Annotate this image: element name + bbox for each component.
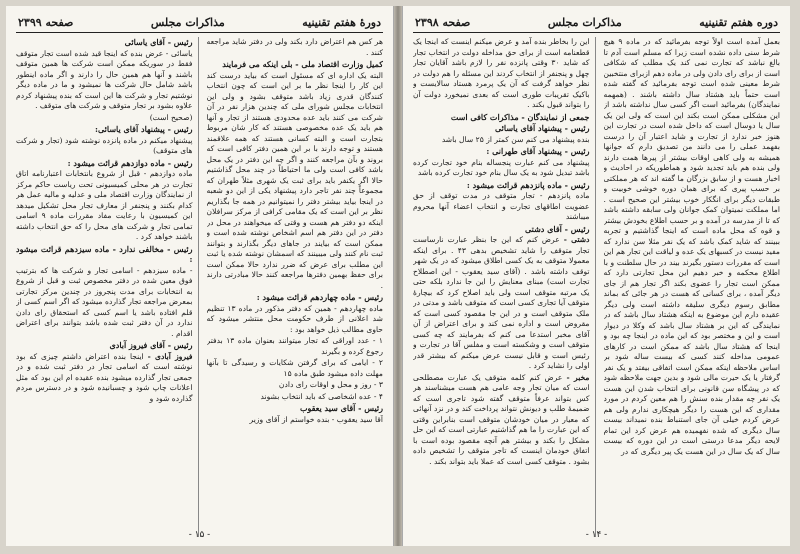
speaker-heading: رئیس - ماده پانزدهم قرائت میشود : (466, 179, 590, 190)
paragraph: این را بخاطر بنده آمد و عرض میکنم اینست که اینجا یک قطعنامه است از برای حق مداخله دولت در انتخاب تجار که شاید ۳۰ وقتی پانزده نفر را لازم باشد آقایان تجار چهل و پنجنفر از انتخاب کردند این مسئله را هم دولت در نظر خواهد گرفت که آن یک پرمرد هستاد سالایست و باکیک تقریبات طوری است که بعدی نمیخورد دولت آن را بتواند قبول بکند . (413, 37, 590, 109)
book-gutter (394, 6, 402, 546)
paragraph: پیشنهاد می کنم عبارت پنجساله بنام خود تجارت کرده باشد تبدیل شود به یک سال بنام خود تجارت کرده باشد (413, 157, 590, 177)
paragraph: بعمل آمده است اولاً توجه بفرمائید که در ماده ۹ هیچ شرط سنی داده نشده است زیرا که مسلم است آدم تا بالغ نباشد که تجارت نمی کند یک مطلب که شکافی است از برای رای دادن ولی در ماده دهم ازبرای منتخبین شرط معینی شده است توجه بفرمائید که گفته شده است حتماً باید هشتاد سال داشته باشند . (همهمه نمایندگان) بفرمائید است اگر کسی سال نداشته باشد از این مشکلی ممکن است بکند این است که ولی این یک سال یا دوسال است که داخل شده است در تجارت این هنوز خبر ندارد از تجارت و شاید اعتبار آن را درست بفهمد عملی را می دانند من تصدیق دارم که جوانها همیشه به ولی کاهی اوقات بیشتر از پیرها همت دارند ولی بنده هم باید تجدید شود و هماطوریکه در احادیث و اخبار هست و از سابق بزرگان ما گفته اند که هر مملکتی بر حسب پیری که برای همان دوره خوشی خوبیت و طبقات دیگر برای انگکار خوب بیشتر این صحیح است . اما مملکت نمیتوان کمک جوانان ولی سابقه داشته باشد که تا از مدرسه در آمده و بر حسب اطلاع بخودش بیشتر و قوه که محل ماده است که اینجا گذاشتیم و تجربه ببینند که شاید کمک باشد که یک نفر مثلا سن ندارد که مفید نیست در کسبهای یک عده و لیاقت این تجار هم این است که مقررات دستور بگیرند بیند در حال سلطنت و با اطلاع محکمه و خبر دهیم این محل تجارتی دارد که ممکن است تجار را عضوی بکند اگر تجار هم از جای دیگر آمده ، برای کسانی که هست در هر جائی که بماند مطابق رسوم دیگری سلیقه داشته است ولی دیگر عقیده دارم این موضوع به اینکه هشتاد سال باشد که در نمایندگی که این بر هشتاد سال باشد که وکلا در دیوار است و این و مختصر بود که این ماده در اینجا چه بود و اینجا که هشتاد سال باشد که ممکن است در کارهای عمومی مداخله کنند کسی که بیست ساله شود بر اساس ملاحظه اینکه ممکن است اتفاقی بیفتد و یک نفر گرفتار یا یک حیرت مالی شود و بدین جهت ملاحظه شود که در پیشگاه سن قانونی برای انتخاب شدن این هست یک نفر چه مقدار بنده سنش را هم معین کردم در مورد مقداری که این هست را دیگر هیچکاری ندارم ولی هم عرض کردم خیلی آن جای استنباط بنده نمیداند بیست سال دیگری که شده نفهمیده هم عرض کرد این تمام لایحه دیگر مدعا درستی است در این دوره که بیست سال که یک سال در این هست یک پیر دیگری که در (603, 37, 780, 456)
page-label: صفحه ۲۳۹۸ (415, 16, 471, 29)
page-label: صفحه ۲۳۹۹ (18, 16, 74, 29)
right-page (402, 6, 790, 546)
paragraph: اینجا بنده اعتراض داشتم چیزی که بود نوشته است که اسامی تجار در دفتر ثبت شده و در جمعی تجار گذارده میشود بنده عقیده ام این بود که مثل اعلانات چاپ شود و چسبانیده شود و در دسترس مردم گذارده شود و (16, 351, 193, 403)
paragraph: (صحیح است) (149, 112, 193, 122)
left-page (6, 6, 394, 546)
paragraph: آقا سید یعقوب - بنده خواستم از آقای وزیر (249, 414, 383, 424)
column-right (604, 37, 781, 537)
column-left (16, 37, 199, 537)
list-item: ۲ - ایامی که برای گرفتن شکایات و رسیدگی تا بآنها مهلت داده میشود طبق ماده ۱۵ (206, 358, 383, 378)
list-item: ۴ - عده اشخاصی که باید انتخاب بشوند (260, 391, 383, 401)
paragraph: ماده پانزدهم - تجار متوقف در مدت توقف از حق عضویت اطاقهای تجارت و انتخاب اعضاء آنها محروم میباشند (413, 191, 590, 221)
left-page-columns (16, 37, 383, 537)
list-item: ۳ - روز و محل و اوقات رای دادن (278, 380, 383, 389)
speaker-heading: رئیس - آقای دشتی (525, 223, 590, 234)
paragraph: پیشنهاد میکنم در ماده پانزده نوشته شود (تجار و شرکت های متوقف) (16, 135, 193, 155)
speaker-name: مخبر - (566, 372, 590, 382)
speaker-heading: رئیس - آقای یاسائی (124, 37, 193, 47)
column-right (207, 37, 384, 537)
paragraph: عرض کنم کلمه متوقف یک عبارت مصطلحی است که میان تجار وجه عامی هم هست میشناسند هر کس بتواند عرفاً متوقف گفته شود تاجری است که ضمیمهٔ طلب و دیونش نتواند پرداخت کند و در نزد آنهائی که معیار در میان خودشان متوقف است بنابراین وقتی که این عبارت را ما هم گذاشتیم عبارتی است که این حل مشکل را بکند و بیشتر هم آنچه مقصود بوده است با اتفاق خودمان اینست که تاجر متوقف را تشخیص داده بشود . متوقف کسی است که عملا باید بتواند بکند . (413, 372, 590, 466)
right-page-columns (413, 37, 780, 537)
speaker-heading: رئیس - ماده چهاردهم قرائت میشود : (256, 292, 383, 302)
journal-volume: دورهٔ هفتم تقنینیه (302, 16, 381, 29)
left-page-header (16, 16, 383, 33)
speaker-name: دشتی - (563, 235, 590, 244)
speaker-heading: کمیل وزارت اقتصاد ملی - بلی اینکه می فرمایند (222, 59, 383, 69)
speaker-name: فیروز آبادی - (147, 351, 193, 361)
right-page-header (413, 16, 780, 33)
paragraph: بنده پیشنهاد می کنم سن کمتر از ۲۵ سال باشد (441, 134, 590, 144)
speaker-heading: رئیس - پیشنهاد آقای طهرانی : (486, 146, 590, 156)
journal-title: مذاکرات مجلس (547, 16, 622, 29)
page-number: - ۱۴ - (585, 530, 608, 540)
speaker-heading: رئیس - ماده دوازدهم قرائت میشود : (67, 157, 193, 168)
column-left (413, 37, 596, 537)
speaker-heading: رئیس - آقای فیروز آبادی (109, 340, 193, 350)
paragraph: - ماده سیزدهم - اسامی تجار و شرکت ها که بترتیب فوق معین شده در دفتر مخصوص ثبت و قبل از شروع به انتخابات برای مدت پنجروز در چندین مرکز تجارتی بمعرض مراجعه تجار گذارده میشود که اگر اسم کسی از قلم افتاده باشد یا اسم کسی که استحقاق رای دادن ندارد در آن دفتر ثبت شده باشد بتوانند برای اعتراض اقدام . (16, 265, 193, 338)
page-number: - ۱۵ - (188, 530, 211, 540)
speaker-heading: رئیس - پیشنهاد آقای یاسائی: (95, 124, 193, 134)
speaker-heading: جمعی از نمایندگان - مذاکرات کافی است (450, 111, 590, 122)
journal-volume: دوره هفتم تقنینیه (699, 16, 778, 29)
paragraph: عرض کنم که این جا بنظر عبارت نارساست تجار متوقف را شاید تشخیص بدهی ۴۳ . برای اینکه معمولا متوقف به یک کسی اطلاق میشود که در یک شهر توقف داشته باشد . (آقای سید یعقوب - این اصطلاح تجارت است) مبنای معنایش را این جا ندارد بلکه حتی یک مرتبه متوقف است ولی باید اصلاح کرد که بیچارهٔ متوقف آیا تجاری کسی است که متوقف باشد و مدتی در ملک متوقف است و در این جا مقصود کسی است که مقروض است و اداره نمی کند و برای اعتراض از آن آقای مخبر استدعا می کنم که بفرمایند که چه کسی متوقف است و وشکسته است و مفلس آقا در تجارت و رئیس است و قابل نیست عرض میکنم که بیشتر قدر اولی را نشاید کرد . (413, 235, 590, 370)
paragraph: هر کس هم اعتراض دارد بکند ولی در دفتر شاید مراجعه کنند . (206, 37, 383, 57)
list-item: ۱ - عدد اوراقی که تجار میتوانند بعنوان ماده ۱۳ بدفتر رجوع کرده و بگیرند (206, 336, 383, 356)
paragraph: البته یک اداره ای که مسئول است که بیاید درست کند این کار را اینجا نظر ما بر این است که چون انتخاب کنندگان قدری زیاد باشد متوقف بشود و ولی این انتخابات مجلس شورای ملی که چندین هزار نفر در آن شرکت می کنند باید عده محدودی هستند از تجار و آنها هم باید یک عده مخصوصی هستند که کار شان مربوط بتجارت است و البته کسانی هستند که همه علاقمند هستند و توجه دارند با بر این همین دفتر کافی است که بروند و بآن مراجعه کنند و اگر چه این دفتر در یک محل باشد کافی است ولی ما احتیاطاً در چند محل گذاشتیم حالا اگر یکنفر باید برای ثبت یک شهری مثلاً طهران که مجموعاً چند نفر تاجر دارد پیشنهاد یکی از این دو شعبه در اینجا بیاید بیشتر دفتر را نمیتوانیم در همه جا بگذاریم نظر بر این است که یک مقامی کرافی از مرکز سرافلان اینکه دو دفتر هم هست و وقتی که میخواهند در محل در دفتر در این دفتر هم اسم اشخاص نوشته شده است و ممکن است که بیایند در جاهای دیگر بگذارند و بتوانند ثبت نام کنند ولی میبینند که اسمشان نوشته شده یا ثبت این مطلب برای عرض که ضرر ندارد حالا ممکن است برای حفظ بهمین دفترها مراجعه کنند حالا مبادرتی دارند . (206, 70, 383, 290)
speaker-heading: رئیس - آقای سید یعقوب (299, 403, 383, 413)
speaker-heading: رئیس - مخالفی ندارد - ماده سیزدهم قرائت میشود : (16, 243, 193, 264)
speaker-heading: رئیس - پیشنهاد آقای یاسائی (495, 123, 590, 133)
paragraph: ماده چهاردهم - همین که دفتر مذکور در ماده ۱۳ تنظیم شد اعلانی از طرف حکومت محل منتشر میشود که حاوی مطالب ذیل خواهد بود : (206, 303, 383, 334)
paragraph: یاسائی - عرض بنده که اینجا قید شده است تجار متوقف فقط در سوریکه ممکن است شرکت ها همین متوقف باشند و آنها هم همین حال را دارند و اگر ماده اینطور باشد شامل حال شرکت ها نمیشود و ما در ماده دیگر نوشتیم تجار و شرکت ها این است که بنده پیشنهاد کردم علاوه بشود بر تجار متوقف و شرکت های متوقف . (16, 48, 193, 110)
journal-title: مذاکرات مجلس (150, 16, 225, 29)
paragraph: ماده دوازدهم - قبل از شروع بانتخابات اعتبارنامه اتاق تجارت در هر محلی کمیسیونی تحت ریاست حاکم مرکز از نمایندگان وزارت اقتصاد ملی و عدلیه و مالیه عمل هر کدام بکنند و پنجنفر از معارف تجار محل تشکیل میدهد این کمیسیون با رعایت مفاد مقررات ماده ۹ اسامی تمامی تجار و شرکت های محل را که حق انتخاب داشته باشند خواهد کرد . (16, 169, 193, 241)
